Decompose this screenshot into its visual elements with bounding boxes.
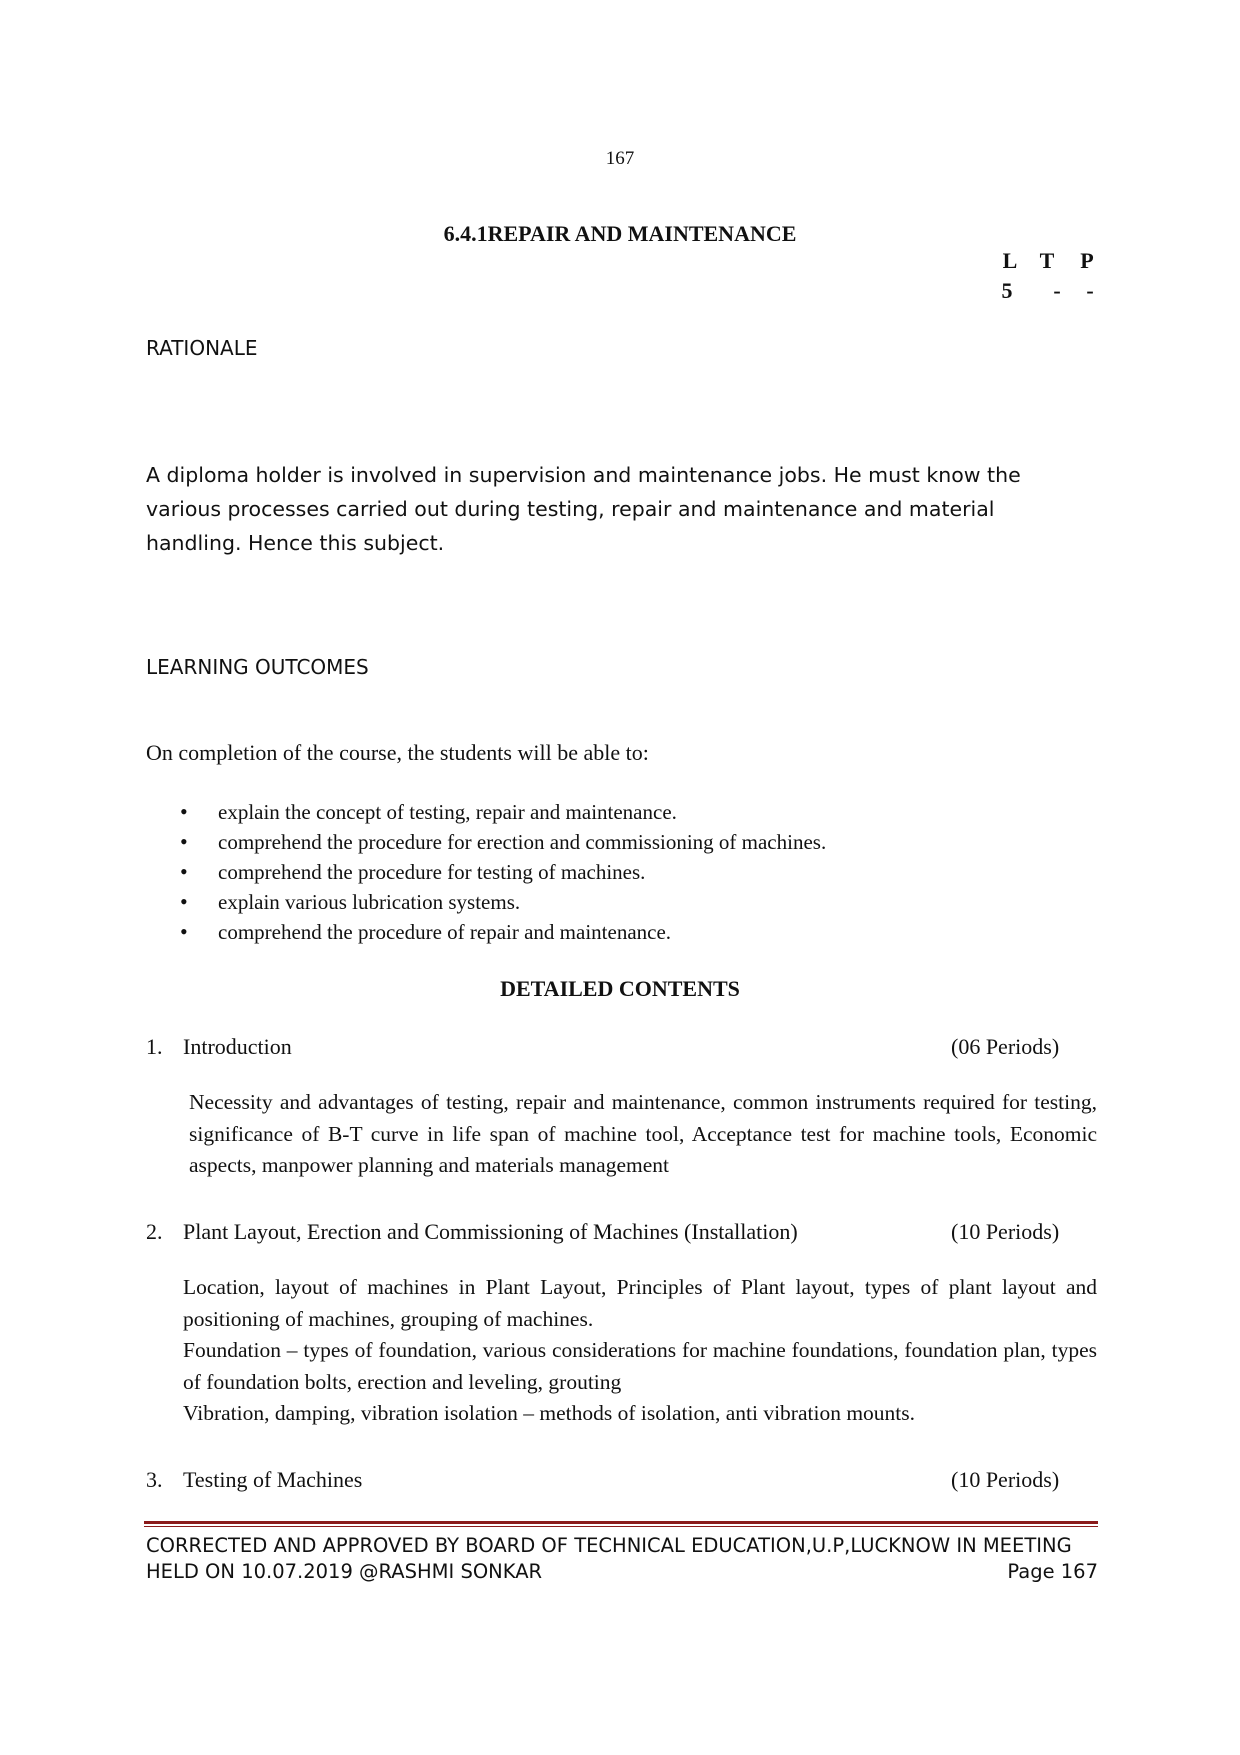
section-2-paragraph-location: Location, layout of machines in Plant Layout, Principles of Plant layout, types of plant layout and positioning of machines, grouping of machines.: [183, 1275, 1097, 1331]
section-title: Plant Layout, Erection and Commissioning of Machines (Installation): [183, 1219, 798, 1244]
section-number: 3.: [146, 1467, 163, 1492]
outcome-item: • explain the concept of testing, repair and maintenance.: [180, 797, 826, 827]
footer-line-2: [146, 1560, 1098, 1583]
detailed-contents-heading: DETAILED CONTENTS: [500, 976, 740, 1001]
section-2-paragraph-foundation: Foundation – types of foundation, various considerations for machine foundations, foundation plan, types of foundation bolts, erection and leveling, grouting: [183, 1338, 1097, 1394]
ltp-label-l: L: [1002, 248, 1018, 273]
section-periods: (10 Periods): [951, 1467, 1060, 1492]
section-2-paragraph-vibration: Vibration, damping, vibration isolation – methods of isolation, anti vibration mounts.: [183, 1401, 916, 1425]
ltp-value-p: -: [1086, 278, 1094, 303]
page-number-top: 167: [605, 148, 635, 169]
section-1-body: Necessity and advantages of testing, repair and maintenance, common instruments required for testing, significance of B-T curve in life span of machine tool, Acceptance test for machine tools, Economic aspects, manpower planning and materials management: [189, 1090, 1097, 1177]
ltp-label-p: P: [1080, 248, 1094, 273]
footer-line-1: CORRECTED AND APPROVED BY BOARD OF TECHNICAL EDUCATION,U.P,LUCKNOW IN MEETING: [146, 1534, 1072, 1557]
rationale-text: A diploma holder is involved in supervision and maintenance jobs. He must know the various processes carried out during testing, repair and maintenance and material handling. Hence this subject.: [146, 463, 1021, 555]
footer-approval-date: HELD ON 10.07.2019 @RASHMI SONKAR: [146, 1560, 543, 1583]
footer-rule-thin: [144, 1526, 1098, 1527]
section-number: 1.: [146, 1034, 163, 1059]
section-periods: (06 Periods): [951, 1034, 1060, 1059]
outcomes-intro: On completion of the course, the students will be able to:: [146, 740, 649, 765]
ltp-value-t: -: [1053, 278, 1061, 303]
outcomes-list: [180, 797, 826, 947]
outcome-item: • comprehend the procedure for testing of machines.: [180, 857, 826, 887]
rationale-heading: RATIONALE: [146, 336, 258, 360]
footer-rule-thick: [144, 1521, 1098, 1524]
section-periods: (10 Periods): [951, 1219, 1060, 1244]
learning-outcomes-heading: LEARNING OUTCOMES: [146, 655, 369, 679]
ltp-label-t: T: [1039, 248, 1055, 273]
footer-page-number: Page 167: [1007, 1560, 1098, 1583]
course-title: 6.4.1REPAIR AND MAINTENANCE: [443, 221, 797, 246]
ltp-value-l: 5: [1001, 278, 1013, 303]
outcome-item: • explain various lubrication systems.: [180, 887, 826, 917]
outcome-item: • comprehend the procedure of repair and maintenance.: [180, 917, 826, 947]
section-title: Introduction: [183, 1034, 292, 1059]
outcome-item: • comprehend the procedure for erection and commissioning of machines.: [180, 827, 826, 857]
section-title: Testing of Machines: [183, 1467, 363, 1492]
section-number: 2.: [146, 1219, 163, 1244]
section-2-body: [183, 1272, 1097, 1430]
